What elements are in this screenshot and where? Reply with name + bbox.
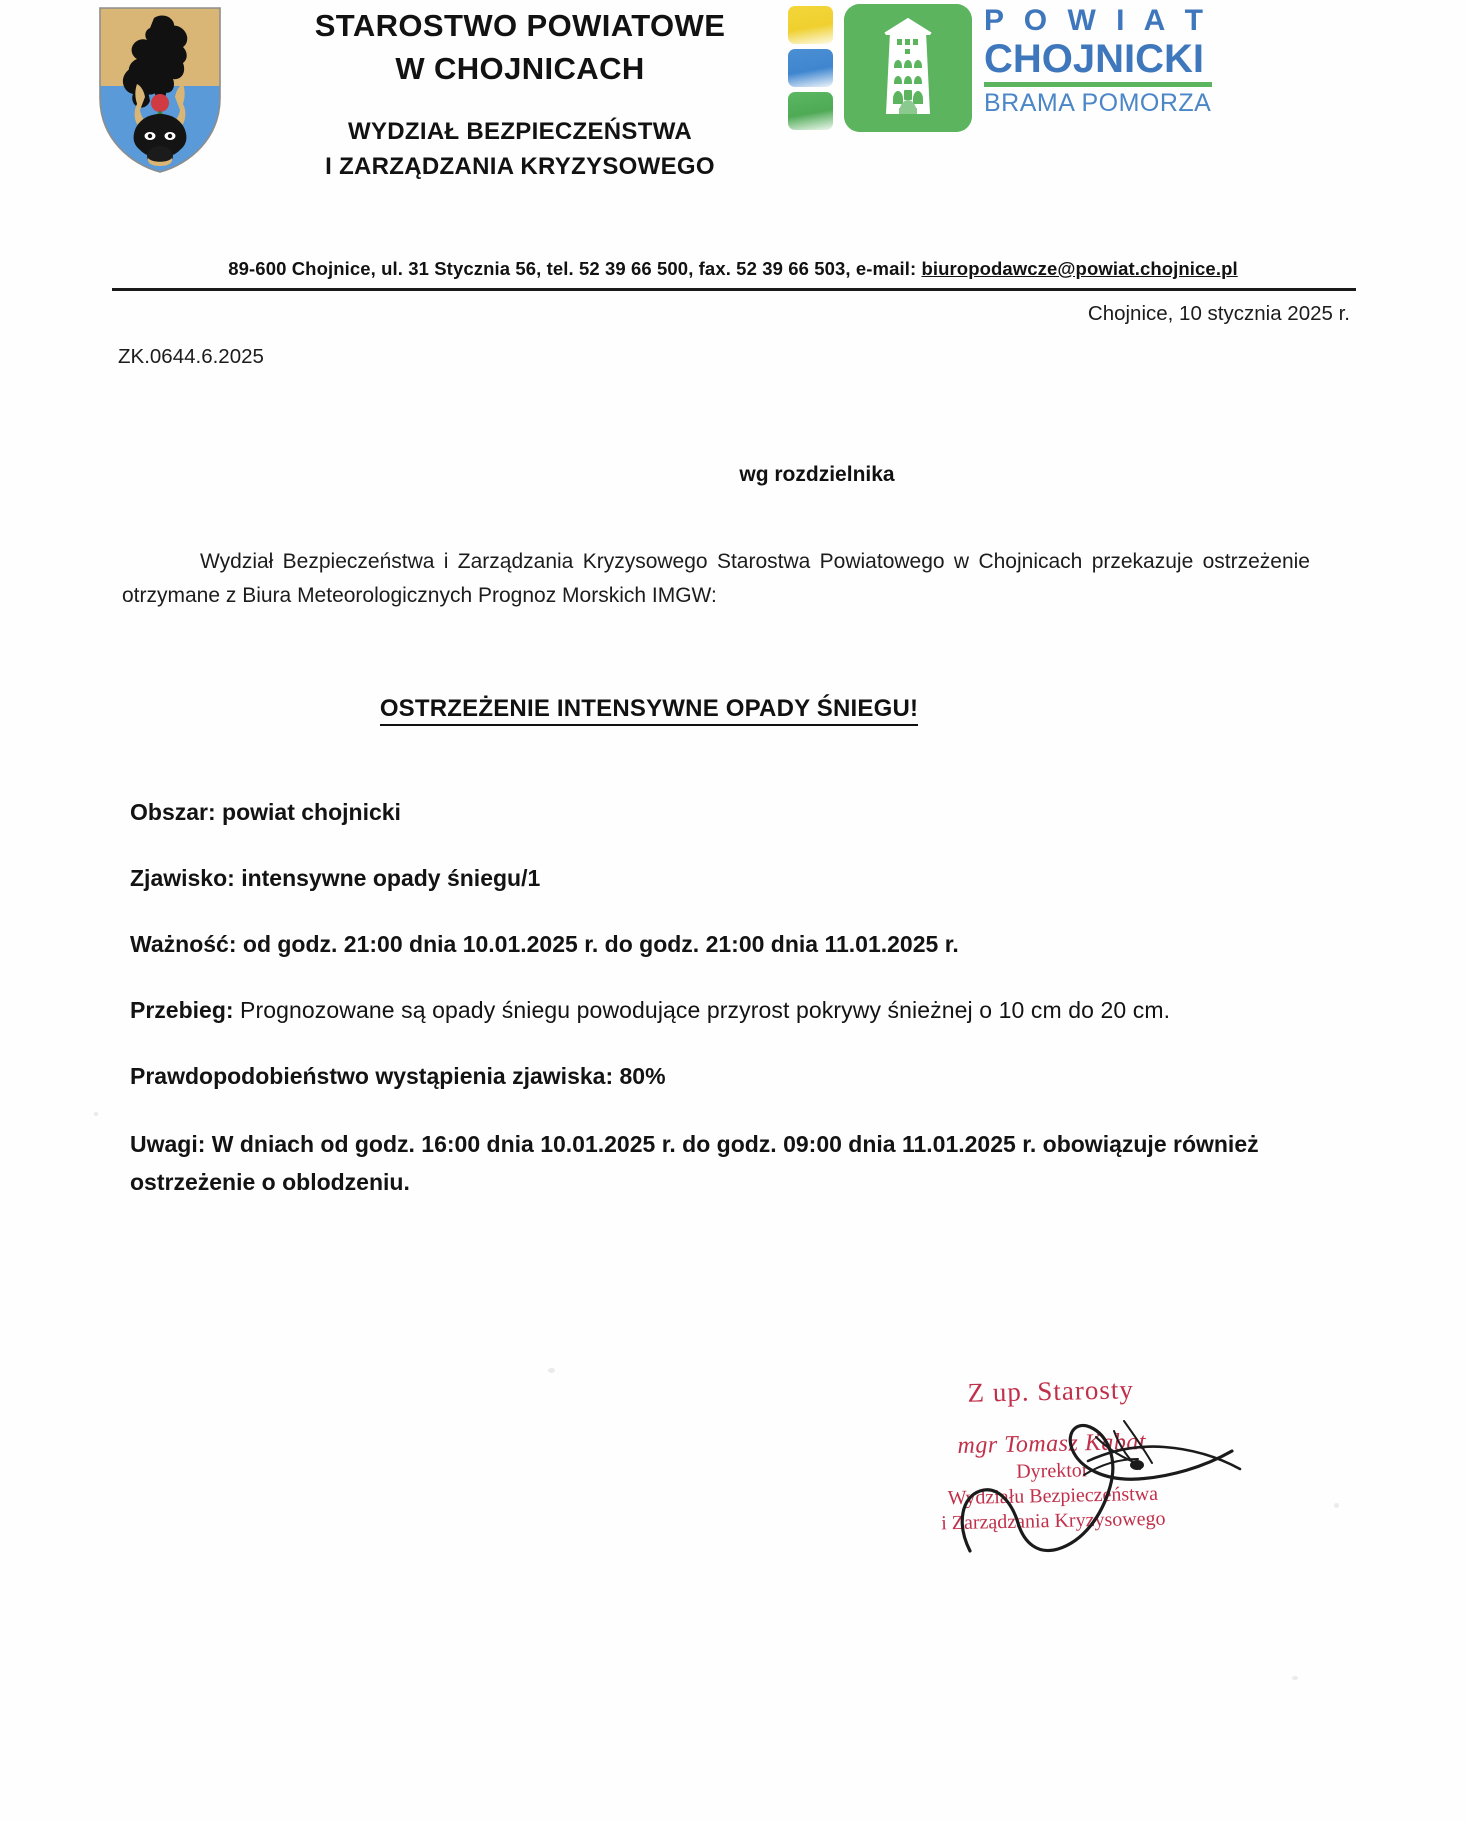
scan-speck bbox=[94, 1112, 98, 1116]
detail-label-waznosc: Ważność: bbox=[130, 931, 237, 957]
logo-chojnicki-text: CHOJNICKI bbox=[984, 37, 1205, 81]
logo-square-yellow bbox=[788, 6, 833, 44]
stamp-line-department2: i Zarządzania Kryzysowego bbox=[941, 1507, 1166, 1535]
logo-wordmark bbox=[984, 2, 1214, 117]
intro-paragraph: Wydział Bezpieczeństwa i Zarządzania Kryzysowego Starostwa Powiatowego w Chojnicach przekazuje ostrzeżenie otrzymane z Biura Meteorologicznych Prognoz Morskich IMGW: bbox=[122, 550, 1310, 607]
detail-value-przebieg: Prognozowane są opady śniegu powodujące przyrost pokrywy śnieżnej o 10 cm do 20 cm. bbox=[233, 997, 1171, 1023]
warning-title bbox=[0, 695, 1466, 723]
detail-row-przebieg bbox=[130, 993, 1330, 1028]
stamp-line-position: Dyrektor bbox=[1016, 1459, 1089, 1483]
detail-value-obszar: powiat chojnicki bbox=[215, 799, 401, 825]
stamp-line-authority: Z up. Starosty bbox=[967, 1374, 1135, 1408]
reference-number: ZK.0644.6.2025 bbox=[118, 345, 264, 368]
detail-label-przebieg: Przebieg: bbox=[130, 997, 234, 1023]
header-titles bbox=[250, 4, 790, 184]
stamp-text bbox=[870, 1371, 1233, 1538]
detail-label-prawdopodobienstwo: Prawdopodobieństwo wystąpienia zjawiska: bbox=[130, 1063, 614, 1089]
place-and-date: Chojnice, 10 stycznia 2025 r. bbox=[1087, 302, 1350, 325]
office-name-line2: W CHOJNICACH bbox=[395, 51, 645, 86]
detail-value-prawdopodobienstwo: 80% bbox=[613, 1063, 666, 1089]
logo-square-green bbox=[788, 92, 833, 130]
detail-row-uwagi bbox=[130, 1125, 1330, 1201]
logo-powiat-text: P O W I A T bbox=[984, 4, 1209, 37]
scan-speck bbox=[1292, 1676, 1298, 1680]
logo-tagline-text: BRAMA POMORZA bbox=[984, 89, 1212, 117]
signature-stamp-block bbox=[872, 1375, 1232, 1565]
logo-square-blue bbox=[788, 49, 833, 87]
department-line1: WYDZIAŁ BEZPIECZEŃSTWA bbox=[348, 118, 692, 145]
stamp-line-department1: Wydziału Bezpieczeństwa bbox=[947, 1482, 1159, 1510]
detail-row-waznosc bbox=[130, 927, 1330, 962]
email-link[interactable]: biuropodawcze@powiat.chojnice.pl bbox=[921, 258, 1238, 279]
warning-details bbox=[130, 795, 1330, 1201]
detail-row-obszar bbox=[130, 795, 1330, 830]
warning-title-text: OSTRZEŻENIE INTENSYWNE OPADY ŚNIEGU! bbox=[380, 695, 918, 726]
department-line2: I ZARZĄDZANIA KRYZYSOWEGO bbox=[325, 153, 715, 180]
detail-value-uwagi: W dniach od godz. 16:00 dnia 10.01.2025 r. do godz. 09:00 dnia 11.01.2025 r. obowiązuje również ostrzeżenie o oblodzeniu. bbox=[130, 1131, 1259, 1195]
address-text: 89-600 Chojnice, ul. 31 Stycznia 56, tel. 52 39 66 500, fax. 52 39 66 503, e-mail: bbox=[228, 258, 922, 279]
office-name-line1: STAROSTWO POWIATOWE bbox=[314, 8, 726, 43]
header-divider-rule bbox=[112, 288, 1356, 291]
contact-address-line bbox=[116, 258, 1350, 280]
detail-label-obszar: Obszar: bbox=[130, 799, 216, 825]
detail-label-uwagi: Uwagi: bbox=[130, 1131, 206, 1157]
powiat-chojnicki-logo bbox=[788, 2, 1212, 134]
detail-row-zjawisko bbox=[130, 861, 1330, 896]
coat-of-arms-icon bbox=[96, 6, 224, 174]
scan-speck bbox=[1334, 1503, 1339, 1508]
detail-label-zjawisko: Zjawisko: bbox=[130, 865, 235, 891]
document-header bbox=[0, 0, 1466, 215]
detail-row-prawdopodobienstwo bbox=[130, 1059, 1330, 1094]
detail-value-waznosc: od godz. 21:00 dnia 10.01.2025 r. do godz. 21:00 dnia 11.01.2025 r. bbox=[236, 931, 959, 957]
tower-gate-icon bbox=[844, 4, 972, 132]
stamp-line-name: mgr Tomasz Kabat bbox=[957, 1429, 1147, 1459]
logo-divider bbox=[984, 82, 1212, 87]
logo-color-squares bbox=[788, 6, 833, 130]
scan-speck bbox=[548, 1368, 555, 1373]
detail-value-zjawisko: intensywne opady śniegu/1 bbox=[234, 865, 541, 891]
recipient-line: wg rozdzielnika bbox=[739, 463, 895, 486]
